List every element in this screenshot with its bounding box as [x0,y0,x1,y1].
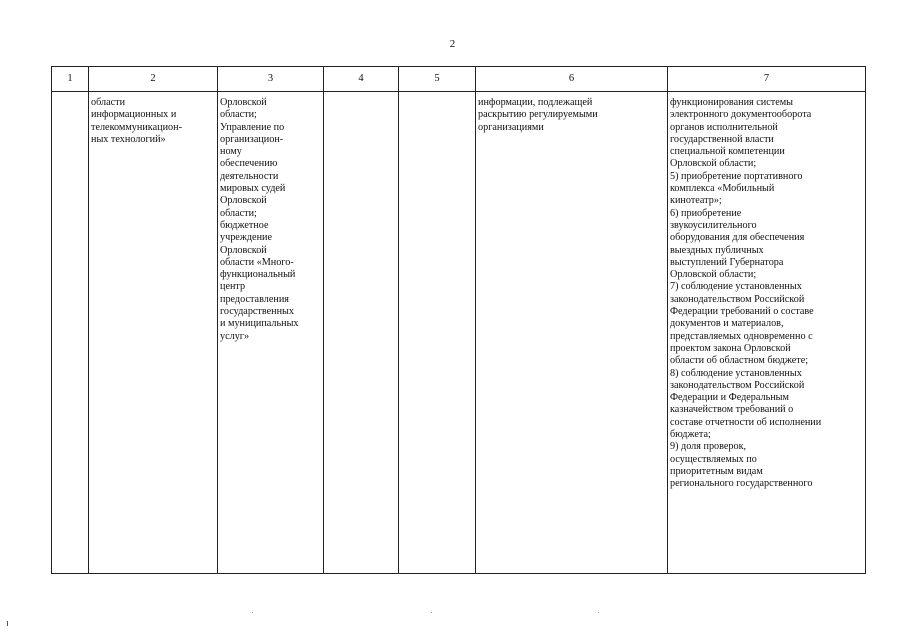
scan-speck [431,612,432,613]
table-cell-col2 [89,92,218,574]
column-header-4: 4 [324,67,399,92]
cell-text-col2: области информационных и телекоммуникацион- ных технологий» [91,97,182,145]
table-row [52,92,866,574]
column-header-3: 3 [218,67,324,92]
table-cell-col4 [324,92,399,574]
column-header-5: 5 [399,67,476,92]
scan-speck [252,612,253,613]
cell-text-col6: информации, подлежащей раскрытию регулируемыми организациями [478,97,598,133]
table-cell-col1 [52,92,89,574]
table-cell-col7 [668,92,866,574]
table-cell-col3 [218,92,324,574]
table-header-row [52,67,866,92]
column-header-1: 1 [52,67,89,92]
column-header-6: 6 [476,67,668,92]
column-header-7: 7 [668,67,866,92]
cell-text-col7: функционирования системы электронного документооборота органов исполнительной государственной власти специальной компетенции Орловской области; 5) приобретение портативного комплекса «Мобильный кинотеатр»; 6) приобретение звукоусилительного оборудования для обеспечения выездных публичных выступлений Губернатора Орловской области; 7) соблюдение установленных законодательством Российской Федерации требований о составе документов и материалов, представляемых одновременно с проектом закона Орловской области об областном бюджете; 8) соблюдение установленных законодательством Российской Федерации и Федеральным казначейством требований о составе отчетности об исполнении бюджета; 9) доля проверок, осуществляемых по приоритетным видам регионального государственного [670,97,822,490]
table-cell-col5 [399,92,476,574]
scan-margin-mark [7,621,8,626]
table-cell-col6 [476,92,668,574]
document-table [51,66,866,574]
page-number: 2 [449,38,456,50]
cell-text-col3: Орловской области; Управление по организацион- ному обеспечению деятельности мировых судей Орловской области; бюджетное учреждение Орловской области «Много- функциональный центр предоставления государственных и муниципальных услуг» [220,97,299,342]
column-header-2: 2 [89,67,218,92]
scan-speck [598,612,599,613]
